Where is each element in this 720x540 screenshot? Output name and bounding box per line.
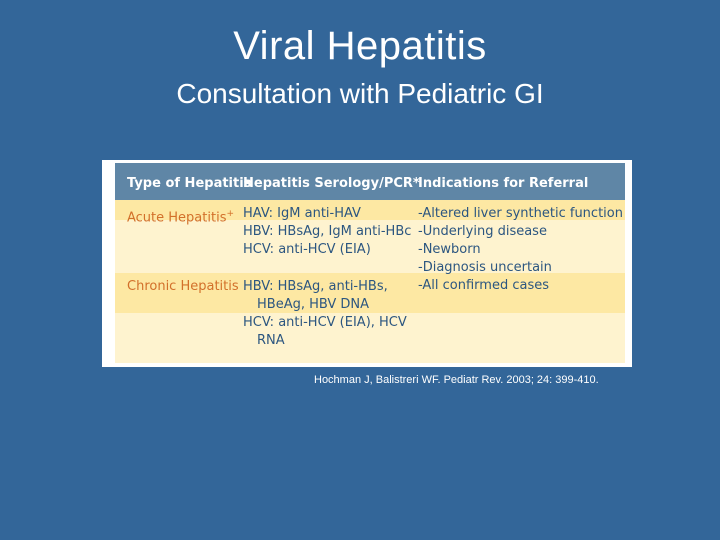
acute-serology-hav: HAV: IgM anti-HAV	[243, 206, 361, 221]
slide-subtitle: Consultation with Pediatric GI	[176, 78, 544, 109]
acute-label-text: Acute Hepatitis	[127, 210, 227, 226]
acute-serology-hbv: HBV: HBsAg, IgM anti-HBc	[243, 224, 412, 239]
referral-table	[102, 160, 632, 367]
indication-item: -Altered liver synthetic function	[418, 206, 623, 221]
slide-title: Viral Hepatitis	[233, 24, 487, 68]
indication-item: -Underlying disease	[418, 224, 547, 239]
citation: Hochman J, Balistreri WF. Pediatr Rev. 2003; 24: 399-410.	[314, 374, 599, 386]
chronic-label: Chronic Hepatitis	[127, 279, 239, 294]
header-serology: Hepatitis Serology/PCR*	[243, 176, 420, 191]
indication-item: -All confirmed cases	[418, 278, 550, 293]
chronic-serology-hcv: HCV: anti-HCV (EIA), HCV	[243, 315, 407, 330]
indication-item: -Diagnosis uncertain	[418, 260, 552, 275]
table-body	[115, 163, 625, 363]
acute-label	[127, 205, 234, 227]
acute-label-sup: +	[226, 209, 235, 219]
header-indications: Indications for Referral	[418, 176, 589, 191]
chronic-serology-hbv-cont: HBeAg, HBV DNA	[257, 297, 370, 312]
chronic-serology-hcv-cont: RNA	[257, 333, 285, 348]
indication-item: -Newborn	[418, 242, 481, 257]
acute-serology-hcv: HCV: anti-HCV (EIA)	[243, 242, 371, 257]
chronic-serology-hbv: HBV: HBsAg, anti-HBs,	[243, 279, 388, 294]
header-type: Type of Hepatitis	[127, 176, 252, 191]
